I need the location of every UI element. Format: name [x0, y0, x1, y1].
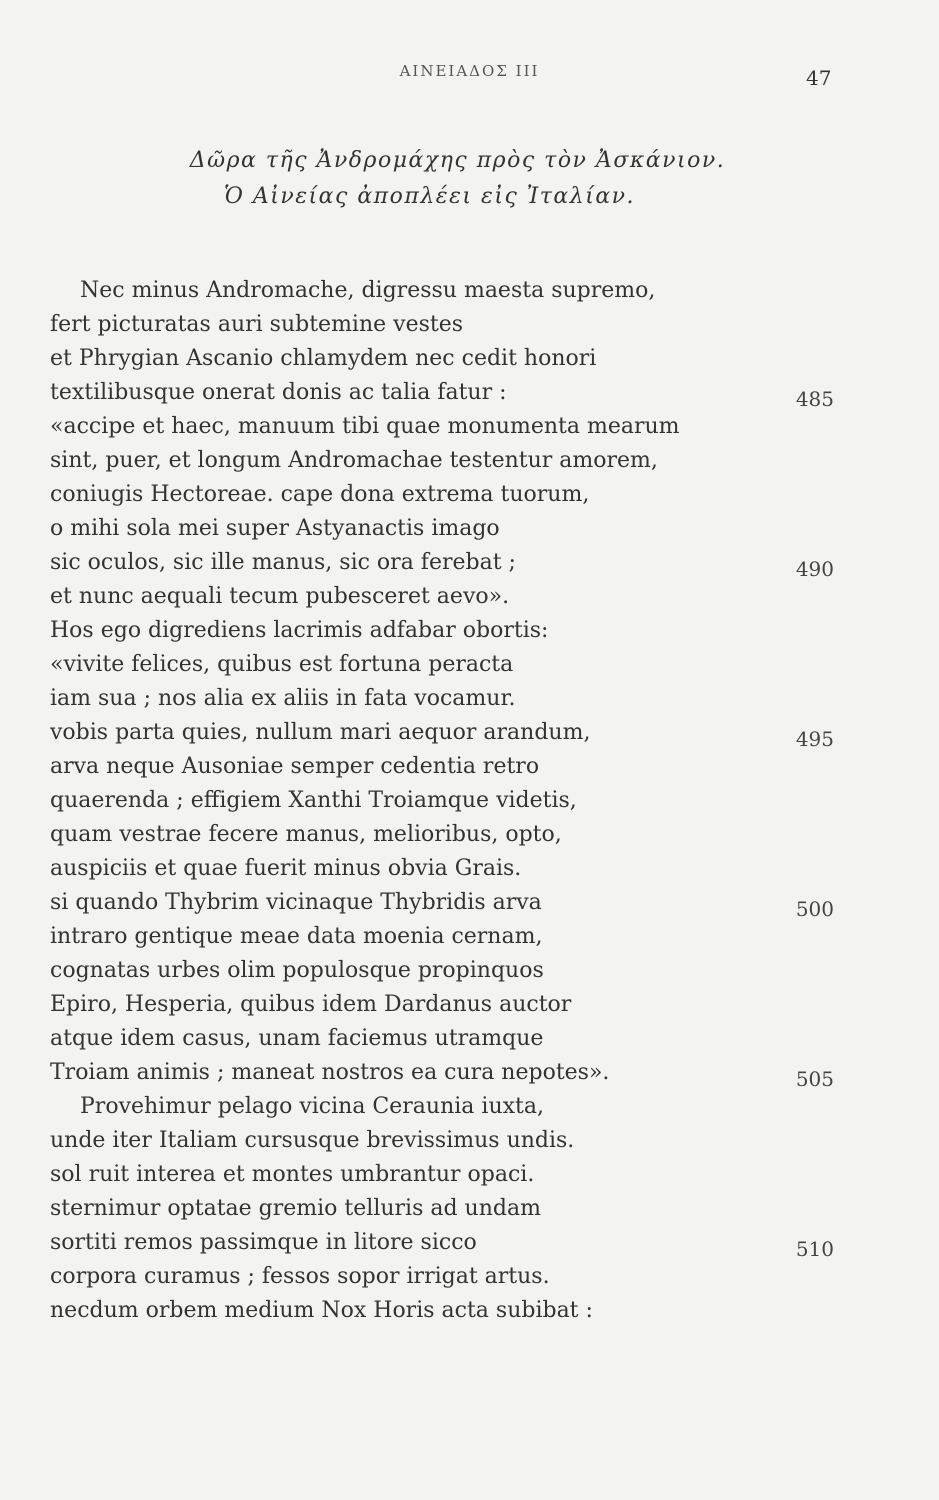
verse-line: sol ruit interea et montes umbrantur opaci. — [50, 1162, 535, 1187]
verse-line: sortiti remos passimque in litore sicco — [50, 1230, 477, 1255]
verse-line: Provehimur pelago vicina Ceraunia iuxta, — [80, 1094, 544, 1119]
verse-line: coniugis Hectoreae. cape dona extrema tuorum, — [50, 482, 590, 507]
verse-line: et nunc aequali tecum pubesceret aevo». — [50, 584, 510, 609]
verse-line: Epiro, Hesperia, quibus idem Dardanus auctor — [50, 992, 572, 1017]
verse-line: o mihi sola mei super Astyanactis imago — [50, 516, 500, 541]
verse-line: Nec minus Andromache, digressu maesta supremo, — [80, 278, 656, 303]
line-number: 505 — [795, 1067, 834, 1091]
verse-line: textilibusque onerat donis ac talia fatur : — [50, 380, 507, 405]
verse-line: arva neque Ausoniae semper cedentia retro — [50, 754, 540, 779]
verse-line: cognatas urbes olim populosque propinquos — [50, 958, 544, 983]
verse-line: quam vestrae fecere manus, melioribus, opto, — [50, 822, 562, 847]
verse-line: auspiciis et quae fuerit minus obvia Grais. — [50, 856, 522, 881]
verse-line: Troiam animis ; maneat nostros ea cura nepotes». — [50, 1060, 610, 1085]
section-heading-line-2: Ὁ Αἰνείας ἀποπλέει εἰς Ἰταλίαν. — [223, 184, 636, 209]
line-number: 495 — [795, 727, 834, 751]
line-number: 490 — [795, 557, 834, 581]
verse-line: «vivite felices, quibus est fortuna peracta — [50, 652, 514, 677]
verse-line: sint, puer, et longum Andromachae testentur amorem, — [50, 448, 658, 473]
verse-line: unde iter Italiam cursusque brevissimus undis. — [50, 1128, 575, 1153]
verse-line: quaerenda ; effigiem Xanthi Troiamque videtis, — [50, 788, 577, 813]
verse-line: intraro gentique meae data moenia cernam, — [50, 924, 543, 949]
running-head: ΑΙΝΕΙΑΔΟΣ III — [399, 62, 540, 80]
line-number: 500 — [795, 897, 834, 921]
verse-line: sternimur optatae gremio telluris ad undam — [50, 1196, 541, 1221]
verse-line: si quando Thybrim vicinaque Thybridis arva — [50, 890, 542, 915]
page-number: 47 — [806, 66, 832, 90]
verse-line: necdum orbem medium Nox Horis acta subibat : — [50, 1298, 593, 1323]
verse-line: corpora curamus ; fessos sopor irrigat artus. — [50, 1264, 550, 1289]
verse-line: «accipe et haec, manuum tibi quae monumenta mearum — [50, 414, 680, 439]
line-number: 485 — [795, 387, 834, 411]
verse-line: vobis parta quies, nullum mari aequor arandum, — [50, 720, 591, 745]
verse-line: fert picturatas auri subtemine vestes — [50, 312, 464, 337]
section-heading-line-1: Δῶρα τῆς Ἀνδρομάχης πρὸς τὸν Ἀσκάνιον. — [189, 148, 726, 173]
verse-line: Hos ego digrediens lacrimis adfabar obortis: — [50, 618, 549, 643]
verse-line: et Phrygian Ascanio chlamydem nec cedit honori — [50, 346, 597, 371]
line-number: 510 — [795, 1237, 834, 1261]
verse-line: atque idem casus, unam faciemus utramque — [50, 1026, 544, 1051]
verse-line: iam sua ; nos alia ex aliis in fata vocamur. — [50, 686, 516, 711]
verse-line: sic oculos, sic ille manus, sic ora ferebat ; — [50, 550, 516, 575]
